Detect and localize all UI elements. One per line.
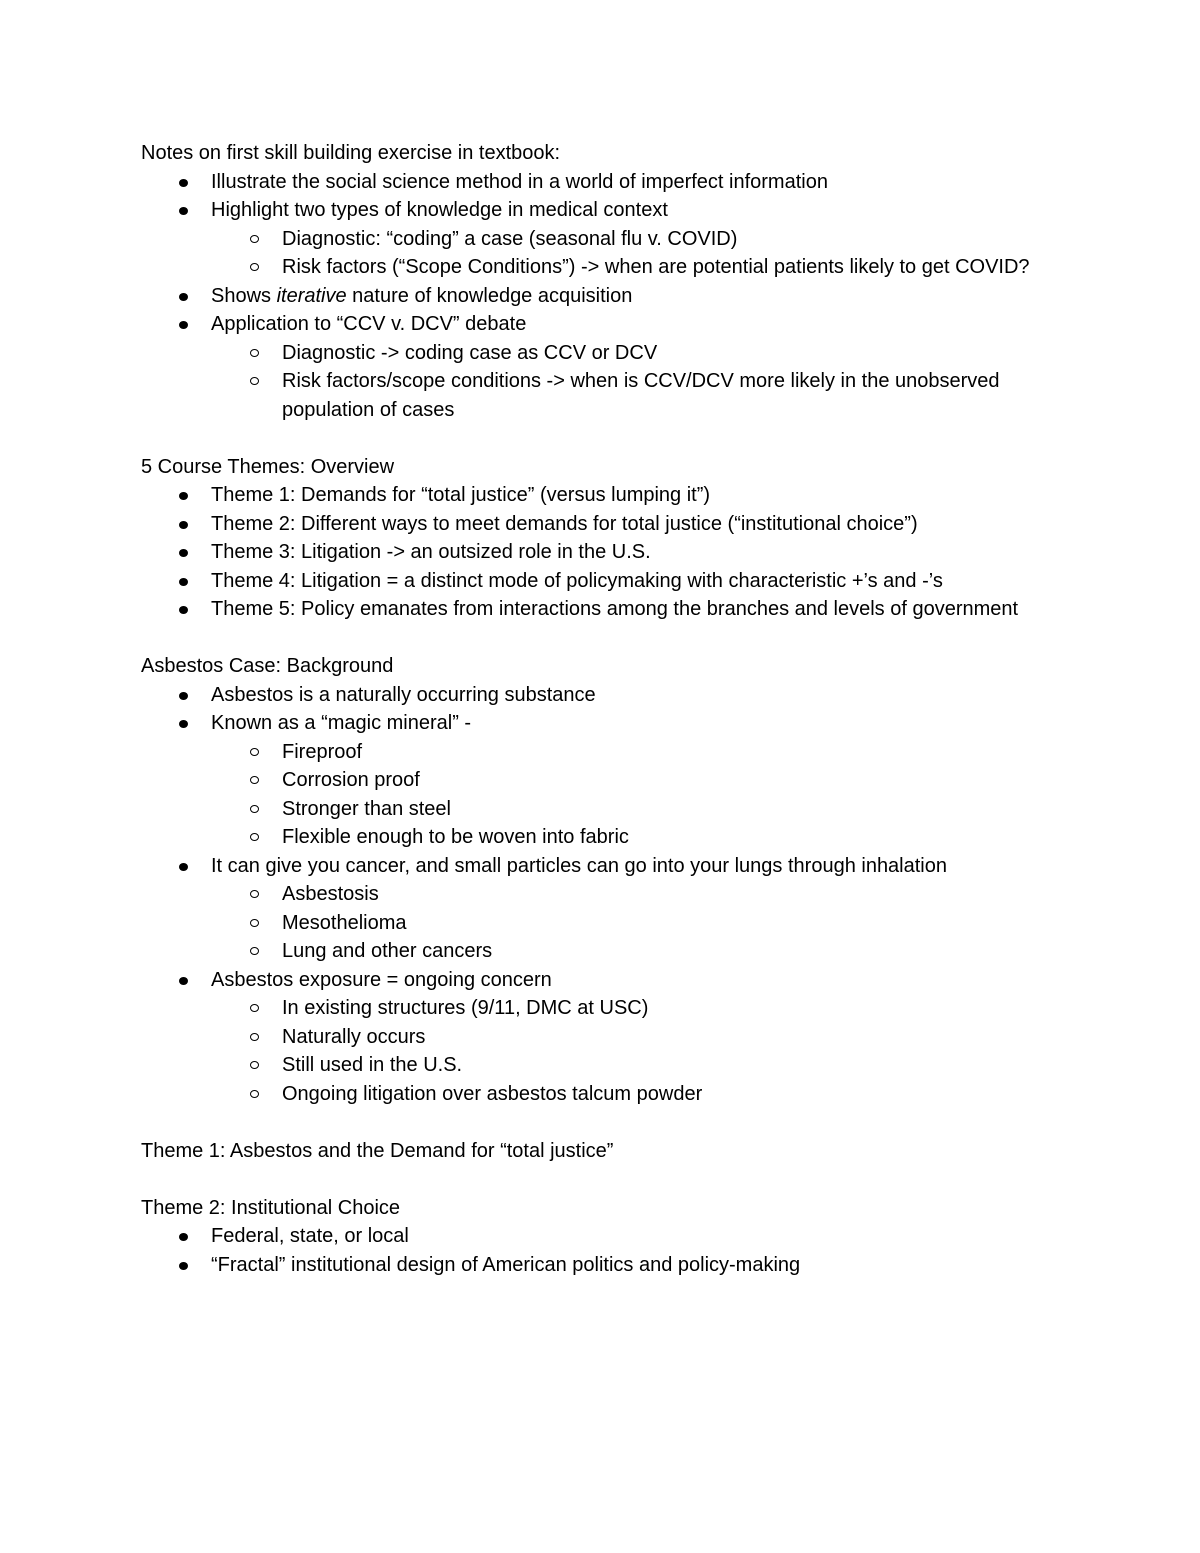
bullet-list xyxy=(141,681,1071,1109)
list-item: It can give you cancer, and small particles can go into your lungs through inhalation Asbestosis Mesothelioma Lung and other cancers xyxy=(141,852,1071,966)
bullet-icon xyxy=(179,549,188,557)
sub-list-item: Naturally occurs xyxy=(211,1023,1071,1052)
sub-list-item: Stronger than steel xyxy=(211,795,1071,824)
bullet-list xyxy=(141,168,1071,425)
bullet-list xyxy=(141,1222,1071,1279)
sub-list-item: Fireproof xyxy=(211,738,1071,767)
bullet-icon xyxy=(179,521,188,529)
section-notes xyxy=(141,139,1071,424)
bullet-icon xyxy=(179,492,188,500)
sub-list-item: Flexible enough to be woven into fabric xyxy=(211,823,1071,852)
sub-list-item: Still used in the U.S. xyxy=(211,1051,1071,1080)
hollow-bullet-icon xyxy=(250,748,259,756)
hollow-bullet-icon xyxy=(250,947,259,955)
sub-list-item: Asbestosis xyxy=(211,880,1071,909)
bullet-icon xyxy=(179,606,188,614)
hollow-bullet-icon xyxy=(250,263,259,271)
section-heading: 5 Course Themes: Overview xyxy=(141,455,395,478)
sub-bullet-list xyxy=(141,880,1071,966)
section-heading: Notes on first skill building exercise in textbook: xyxy=(141,142,561,164)
list-item: Shows iterative nature of knowledge acquisition xyxy=(141,282,1071,311)
hollow-bullet-icon xyxy=(250,1033,259,1041)
hollow-bullet-icon xyxy=(250,235,259,243)
hollow-bullet-icon xyxy=(250,1090,259,1098)
list-item: “Fractal” institutional design of American politics and policy-making xyxy=(141,1251,1071,1280)
list-item: Theme 5: Policy emanates from interactions among the branches and levels of government xyxy=(141,595,1071,624)
emphasized-text: iterative xyxy=(276,284,347,307)
sub-list-item: Lung and other cancers xyxy=(211,937,1071,966)
section-heading: Theme 2: Institutional Choice xyxy=(141,1196,401,1219)
hollow-bullet-icon xyxy=(250,919,259,927)
sub-list-item: In existing structures (9/11, DMC at USC) xyxy=(211,994,1071,1023)
bullet-icon xyxy=(179,863,188,871)
section-heading: Theme 1: Asbestos and the Demand for “total justice” xyxy=(141,1139,614,1162)
hollow-bullet-icon xyxy=(250,890,259,898)
hollow-bullet-icon xyxy=(250,1061,259,1069)
sub-list-item: Diagnostic: “coding” a case (seasonal flu v. COVID) xyxy=(211,225,1071,254)
list-item: Application to “CCV v. DCV” debate Diagnostic -> coding case as CCV or DCV Risk factors/scope conditions -> when is CCV/DCV more likely in the unobserved population of cases xyxy=(141,310,1071,424)
section-asbestos-background xyxy=(141,652,1071,1108)
list-item: Theme 2: Different ways to meet demands for total justice (“institutional choice”) xyxy=(141,510,1071,539)
list-item: Federal, state, or local xyxy=(141,1222,1071,1251)
bullet-icon xyxy=(179,179,188,187)
sub-list-item: Mesothelioma xyxy=(211,909,1071,938)
bullet-icon xyxy=(179,293,188,301)
sub-list-item: Corrosion proof xyxy=(211,766,1071,795)
hollow-bullet-icon xyxy=(250,833,259,841)
hollow-bullet-icon xyxy=(250,805,259,813)
section-course-themes xyxy=(141,453,1071,624)
sub-bullet-list xyxy=(141,225,1071,282)
bullet-icon xyxy=(179,720,188,728)
document-page xyxy=(141,139,1071,1279)
list-item: Illustrate the social science method in a world of imperfect information xyxy=(141,168,1071,197)
sub-list-item: Risk factors (“Scope Conditions”) -> when are potential patients likely to get COVID? xyxy=(211,253,1071,282)
list-item: Known as a “magic mineral” - Fireproof Corrosion proof Stronger than steel Flexible enough to be woven into fabric xyxy=(141,709,1071,852)
bullet-list xyxy=(141,481,1071,624)
list-item: Theme 1: Demands for “total justice” (versus lumping it”) xyxy=(141,481,1071,510)
list-item: Asbestos is a naturally occurring substance xyxy=(141,681,1071,710)
sub-list-item: Risk factors/scope conditions -> when is CCV/DCV more likely in the unobserved population of cases xyxy=(211,367,1071,424)
sub-bullet-list xyxy=(141,339,1071,425)
list-item: Theme 4: Litigation = a distinct mode of policymaking with characteristic +’s and -’s xyxy=(141,567,1071,596)
hollow-bullet-icon xyxy=(250,349,259,357)
section-theme-2 xyxy=(141,1194,1071,1280)
sub-bullet-list xyxy=(141,738,1071,852)
bullet-icon xyxy=(179,692,188,700)
list-item: Highlight two types of knowledge in medical context Diagnostic: “coding” a case (seasonal flu v. COVID) Risk factors (“Scope Conditions”) -> when are potential patients likely to get COVID? xyxy=(141,196,1071,282)
section-theme-1 xyxy=(141,1137,1071,1166)
bullet-icon xyxy=(179,1262,188,1270)
sub-bullet-list xyxy=(141,994,1071,1108)
bullet-icon xyxy=(179,321,188,329)
list-item: Asbestos exposure = ongoing concern In existing structures (9/11, DMC at USC) Naturally occurs Still used in the U.S. Ongoing litigation over asbestos talcum powder xyxy=(141,966,1071,1109)
bullet-icon xyxy=(179,207,188,215)
bullet-icon xyxy=(179,1233,188,1241)
sub-list-item: Diagnostic -> coding case as CCV or DCV xyxy=(211,339,1071,368)
hollow-bullet-icon xyxy=(250,377,259,385)
section-heading: Asbestos Case: Background xyxy=(141,655,394,677)
hollow-bullet-icon xyxy=(250,1004,259,1012)
list-item: Theme 3: Litigation -> an outsized role in the U.S. xyxy=(141,538,1071,567)
bullet-icon xyxy=(179,977,188,985)
hollow-bullet-icon xyxy=(250,776,259,784)
bullet-icon xyxy=(179,578,188,586)
sub-list-item: Ongoing litigation over asbestos talcum powder xyxy=(211,1080,1071,1109)
